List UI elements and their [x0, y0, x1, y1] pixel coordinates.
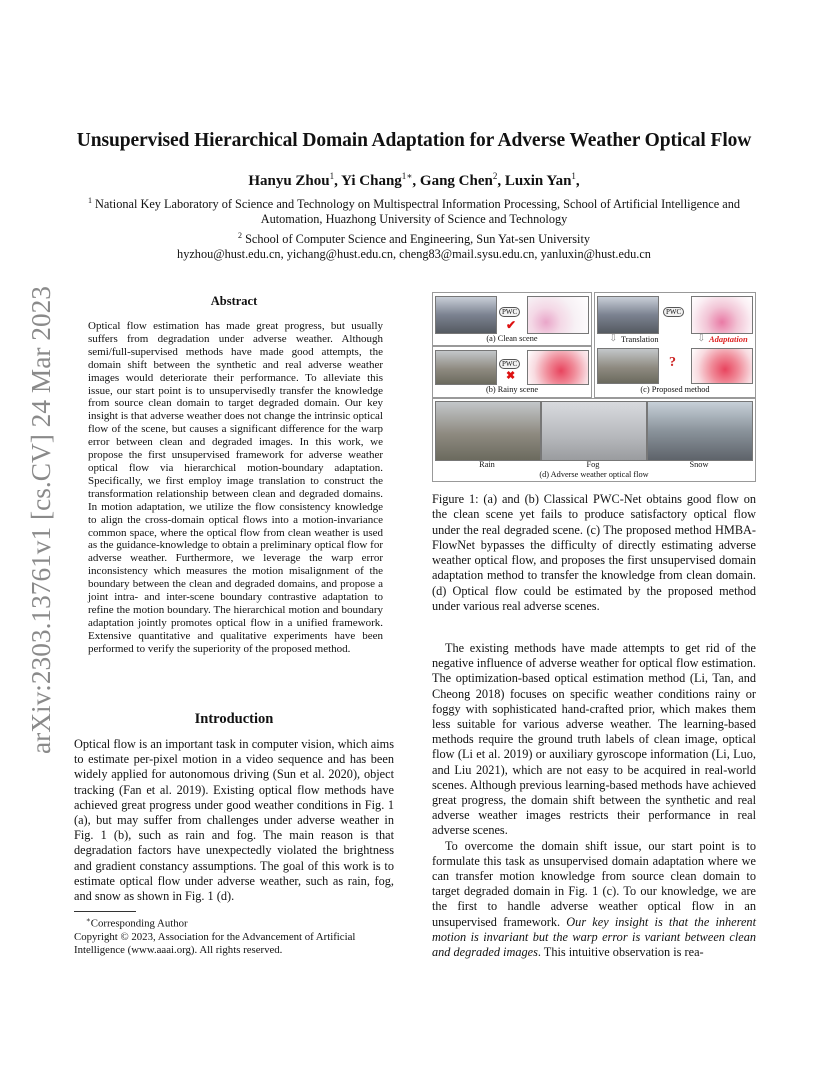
rainy-flow-image — [527, 350, 589, 385]
introduction-heading: Introduction — [194, 711, 274, 727]
clean-scene-image — [597, 296, 659, 334]
translated-rain-image — [597, 348, 659, 384]
fog-image — [541, 401, 647, 461]
right-column-text — [432, 641, 756, 960]
rain-image — [435, 401, 541, 461]
author-name: Luxin Yan — [504, 173, 572, 189]
affiliation-2: School of Computer Science and Engineering, Sun Yat-sen University — [245, 231, 591, 246]
author-list: Hanyu Zhou$^1$, Yi Chang$^{1∗}$, Gang Chen$^2$, Luxin Yan$^1$, — [248, 171, 580, 189]
rainy-scene-image — [435, 350, 497, 385]
down-arrow-icon: ⇩ — [697, 333, 706, 344]
adapted-flow-image — [691, 348, 753, 384]
author-name: Yi Chang — [341, 173, 402, 189]
caption-b: (b) Rainy scene — [485, 385, 539, 394]
clean-scene-image — [435, 296, 497, 334]
author-affil-mark: 1 — [571, 171, 576, 181]
question-mark-icon: ? — [669, 355, 676, 370]
panel-rainy-scene — [432, 346, 592, 398]
translation-label: Translation — [621, 335, 659, 344]
affil-mark: 1 — [87, 196, 92, 205]
check-icon: ✔ — [506, 318, 517, 332]
down-arrow-icon: ⇩ — [609, 333, 618, 344]
affiliation-1: National Key Laboratory of Science and Technology on Multispectral Information Processing, School of Artificial Intelligence and Automation, Huazhong University of Science and Technology — [95, 197, 741, 227]
abstract-text: Optical flow estimation has made great progress, but usually suffers from degradation under adverse weather. Although semi/full-supervised methods have made good attempts, the domain shift between the synthetic and real adverse weather images would deteriorate their performance. To alleviate this issue, our start point is to unsupervisedly transfer the knowledge from source clean domain to target degraded domain. Our key insight is that adverse weather does not change the intrinsic optical flow of the scene, but causes a significant difference for the warp error between clean and degraded images. In this work, we propose the first unsupervised framework for adverse weather optical flow via hierarchical motion-boundary adaptation. Specifically, we first employ image translation to construct the transformation relationship between clean and degraded domains. In motion adaptation, we utilize the flow consistency knowledge to align the cross-domain optical flows into a motion-invariance common space, where the optical flow from clean weather is used as the guidance-knowledge to obtain a preliminary optical flow for adverse weather. Furthermore, we leverage the warp error inconsistency which measures the motion misalignment of the boundary between the clean and degraded domains, and propose a joint intra- and inter-scene boundary contrastive adaptation to refine the motion boundary. The hierarchical motion and boundary adaptation jointly promotes optical flow in a unified framework. Extensive quantitative and qualitative experiments have been performed to verify the superiority of the proposed method. — [88, 320, 383, 655]
arxiv-stamp — [20, 284, 60, 754]
corresponding-author-note: Corresponding Author — [90, 917, 188, 930]
author-affil-mark: 2 — [492, 171, 498, 181]
rain-label: Rain — [479, 460, 495, 469]
affiliations — [60, 193, 768, 262]
adaptation-label: Adaptation — [709, 334, 748, 344]
arxiv-stamp-svg — [20, 284, 60, 754]
clean-flow-image — [527, 296, 589, 334]
clean-flow-image — [691, 296, 753, 334]
footnote — [74, 914, 404, 957]
snow-image — [647, 401, 753, 461]
caption-a: (a) Clean scene — [486, 334, 538, 343]
pwc-net-box: PWC — [499, 359, 520, 369]
footnote-mark: ∗ — [86, 916, 91, 924]
paragraph-text: To overcome the domain shift issue, our start point is to formulate this task as unsupervised domain adaptation where we can transfer motion knowledge from source clean domain to target degraded domain in Fig. 1 (c). To our knowledge, we are the first to handle adverse weather optical flow in an unsupervised framework. — [432, 838, 756, 929]
author-name: Gang Chen — [419, 173, 493, 189]
footnote-rule — [74, 911, 136, 912]
snow-label: Snow — [689, 460, 709, 469]
paper-title: Unsupervised Hierarchical Domain Adaptation for Adverse Weather Optical Flow — [76, 130, 752, 151]
pwc-net-box: PWC — [663, 307, 684, 317]
paragraph: The existing methods have made attempts to get rid of the negative influence of adverse weather for optical flow estimation. The optimization-based optical estimation method (Li, Tan, and Cheong 2018) focuses on specific weather conditions rainy or foggy with sophisticated hand-crafted prior, which makes them less suitable for various adverse weather. The learning-based methods require the ground truth labels of clean image, optical flow (Li et al. 2019) or auxiliary gyroscope information (Li, Luo, and Liu 2021), which are not easy to be acquired in real-world scenes. Although previous learning-based methods have achieved great progress, the domain shift between the synthetic and real adverse weather images restricts their performance in real adverse scenes. — [432, 641, 756, 838]
figure-1-caption: Figure 1: (a) and (b) Classical PWC-Net obtains good flow on the clean scene yet fails to produce satisfactory optical flow under the real degraded scene. (c) The proposed method HMBA-FlowNet bypasses the difficulty of directly estimating adverse weather optical flow, and proposes the first unsupervised domain adaptation method to transfer the knowledge from clean domain. (d) Optical flow could be estimated by the proposed method under various real adverse scenes. — [432, 492, 756, 614]
arxiv-stamp-text: arXiv:2303.13761v1 [cs.CV] 24 Mar 2023 — [26, 292, 56, 754]
panel-adverse-weather — [432, 398, 756, 482]
caption-c: (c) Proposed method — [640, 385, 710, 394]
paragraph — [432, 839, 756, 961]
panel-clean-scene — [432, 292, 592, 346]
introduction-text: Optical flow is an important task in computer vision, which aims to estimate per-pixel motion in a video sequence and has been widely applied for autonomous driving (Sun et al. 2020), object tracking (Fan et al. 2019). Existing optical flow methods have achieved great progress under good weather conditions in Fig. 1 (a), but may suffer from challenges under adverse weather in Fig. 1 (b), such as rain and fog. The main reason is that degradation factors have unexpectedly violated the brightness and gradient constancy assumptions. The goal of this work is to estimate optical flow under adverse weather, such as rain, fog, and snow as shown in Fig. 1 (d). — [74, 737, 394, 904]
cross-icon: ✖ — [506, 370, 516, 382]
author-emails: hyzhou@hust.edu.cn, yichang@hust.edu.cn, cheng83@mail.sysu.edu.cn, yanluxin@hust.edu.cn — [177, 246, 651, 261]
pwc-net-box: PWC — [499, 307, 520, 317]
caption-d: (d) Adverse weather optical flow — [539, 470, 649, 479]
author-affil-mark: 1 — [329, 171, 335, 181]
paragraph-text: . This intuitive observation is rea- — [537, 945, 704, 960]
affil-mark: 2 — [237, 230, 242, 240]
figure-1 — [432, 292, 756, 482]
key-insight-text: Our key insight is that the inherent motion is invariant but the warp error is variant between clean and degraded images — [432, 914, 756, 960]
fog-label: Fog — [586, 460, 600, 469]
panel-proposed-method — [594, 292, 756, 398]
copyright-notice: Copyright © 2023, Association for the Advancement of Artificial Intelligence (www.aaai.org). All rights reserved. — [74, 930, 356, 956]
author-affil-mark: 1∗ — [401, 171, 413, 181]
author-name: Hanyu Zhou — [248, 173, 330, 189]
abstract-heading: Abstract — [210, 294, 258, 308]
